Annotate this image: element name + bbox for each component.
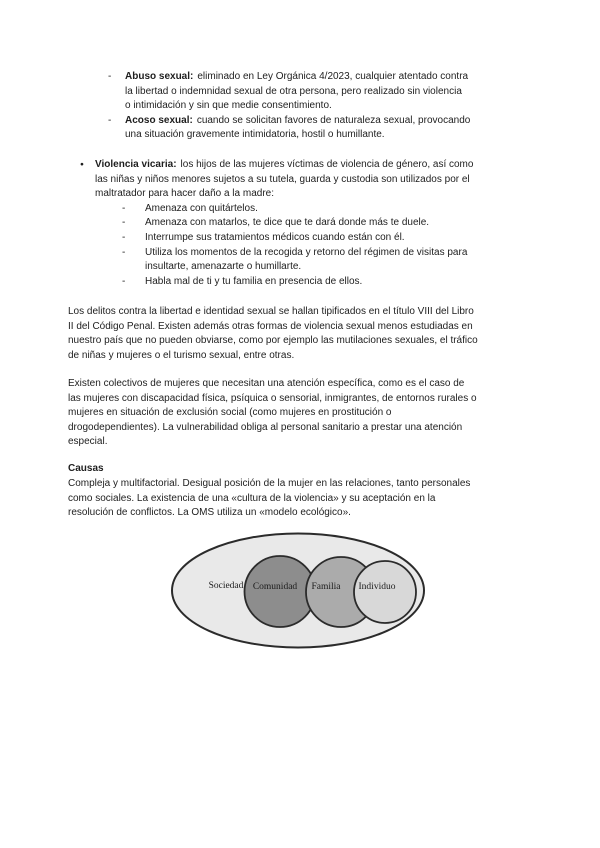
text-line: de niñas y mujeres o el turismo sexual, entre otras.: [68, 349, 295, 361]
text-line: las mujeres con discapacidad física, psíquica o sensorial, inmigrantes, de entornos rurales o: [68, 392, 477, 404]
text-line: o intimidación y sin que medie consentimiento.: [125, 100, 332, 112]
term-label: Abuso sexual:: [125, 71, 194, 82]
ecological-model-svg: [168, 530, 428, 654]
dash-bullet: -: [122, 217, 126, 229]
list-item-text: [125, 114, 470, 143]
list-item-text: [125, 70, 468, 114]
dash-bullet: -: [122, 231, 126, 243]
paragraph-causas: [68, 477, 470, 521]
list-item: [122, 231, 473, 246]
text-line: los hijos de las mujeres víctimas de violencia de género, así como: [180, 159, 474, 170]
comunidad-label: Comunidad: [252, 582, 298, 592]
paragraph-colectivos: [68, 377, 477, 450]
text-line: eliminado en Ley Orgánica 4/2023, cualquier atentado contra: [197, 71, 469, 82]
text-line: maltratador para hacer daño a la madre:: [95, 188, 274, 200]
individuo-label: Individuo: [358, 582, 396, 592]
list-item: [122, 216, 473, 231]
text-line: Amenaza con quitártelos.: [145, 202, 258, 214]
individuo-circle: [354, 561, 416, 623]
term-label: Violencia vicaria:: [95, 159, 177, 170]
text-line: una situación gravemente intimidatoria, hostil o humillante.: [125, 129, 385, 141]
dash-bullet: -: [122, 275, 126, 287]
list-item-text: [95, 158, 473, 289]
section-heading-causas: Causas: [68, 463, 104, 474]
text-line: mujeres en situación de exclusión social (como mujeres en prostitución o: [68, 407, 392, 419]
dash-bullet: -: [108, 71, 112, 82]
text-line: las niñas y niños menores sujetos a su tutela, guarda y custodia son utilizados por el: [95, 173, 470, 185]
text-line: Compleja y multifactorial. Desigual posición de la mujer en las relaciones, tanto personales: [68, 478, 471, 489]
text-line: Interrumpe sus tratamientos médicos cuando están con él.: [145, 231, 405, 243]
dash-bullet: -: [122, 246, 126, 258]
list-item: [122, 202, 473, 217]
text-line: II del Código Penal. Existen además otras formas de violencia sexual menos estudiadas en: [68, 320, 473, 332]
round-bullet: ●: [80, 161, 84, 168]
text-line: cuando se solicitan favores de naturaleza sexual, provocando: [196, 114, 471, 126]
dash-bullet: -: [122, 202, 126, 214]
text-line: nuestro país que no pueden obviarse, como por ejemplo las mutilaciones sexuales, el tráfico: [68, 335, 478, 347]
nested-list: [122, 202, 473, 290]
dash-bullet: -: [108, 114, 112, 126]
text-line: especial.: [68, 436, 108, 448]
list-item: [108, 70, 470, 114]
term-label: Acoso sexual:: [125, 114, 193, 126]
list-item: [108, 114, 470, 143]
sociedad-label: Sociedad: [208, 581, 244, 591]
list-item-text: [145, 231, 405, 246]
text-line: Habla mal de ti y tu familia en presencia de ellos.: [145, 275, 363, 287]
familia-label: Familia: [311, 582, 341, 592]
text-line: Amenaza con matarlos, te dice que te dará donde más te duele.: [145, 217, 430, 229]
list-violencia-vicaria: [80, 158, 473, 289]
list-item: [80, 158, 473, 289]
list-sexual-violence-types: [108, 70, 470, 143]
text-line: Existen colectivos de mujeres que necesitan una atención específica, como es el caso de: [68, 378, 465, 389]
list-item: [122, 246, 473, 275]
list-item-text: [145, 202, 258, 217]
list-item-text: [145, 275, 362, 290]
text-line: la libertad o indemnidad sexual de otra persona, pero realizado sin violencia: [125, 85, 462, 97]
text-line: Utiliza los momentos de la recogida y retorno del régimen de visitas para: [145, 246, 468, 258]
text-line: resolución de conflictos. La OMS utiliza un «modelo ecológico».: [68, 507, 351, 519]
ecological-model-diagram: [168, 530, 428, 654]
list-item-text: [145, 246, 467, 275]
text-line: drogodependientes). La vulnerabilidad obliga al personal sanitario a prestar una atención: [68, 421, 463, 433]
text-line: como sociales. La existencia de una «cultura de la violencia» y su aceptación en la: [68, 492, 436, 504]
paragraph-delitos: [68, 305, 478, 363]
list-item-text: [145, 216, 429, 231]
text-line: Los delitos contra la libertad e identidad sexual se hallan tipificados en el título VIII del Libro: [68, 306, 474, 317]
text-line: insultarte, amenazarte o humillarte.: [145, 261, 302, 273]
list-item: [122, 275, 473, 290]
